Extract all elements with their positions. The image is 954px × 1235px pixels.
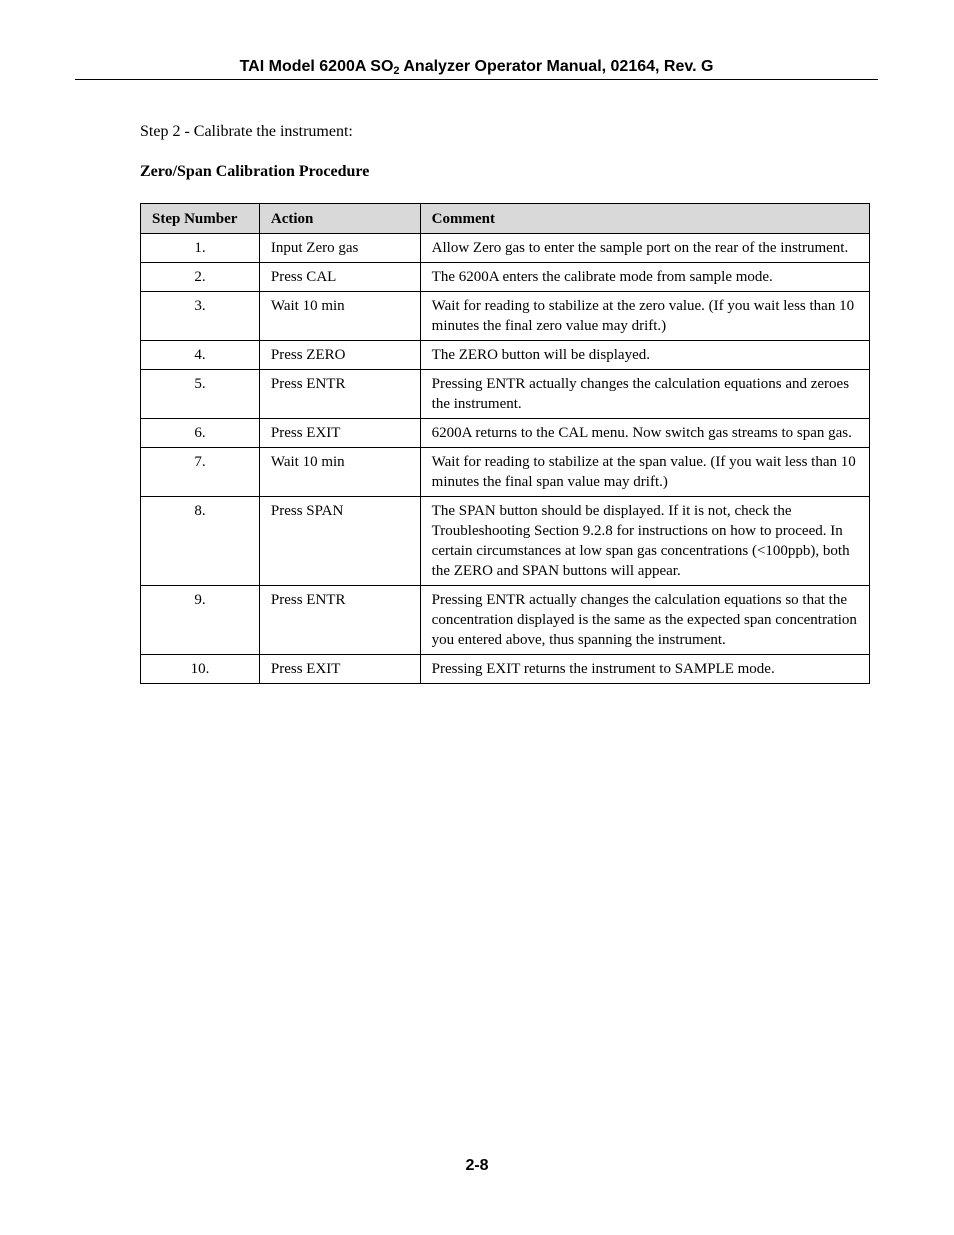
comment-cell: Wait for reading to stabilize at the span value. (If you wait less than 10 minutes the final span value may drift.) (420, 448, 869, 497)
procedure-title: Zero/Span Calibration Procedure (140, 163, 370, 180)
step-number-cell: 3. (141, 292, 260, 341)
comment-cell: 6200A returns to the CAL menu. Now switch gas streams to span gas. (420, 419, 869, 448)
table-row (141, 341, 870, 370)
step-number-cell: 8. (141, 497, 260, 586)
table-row (141, 586, 870, 655)
comment-cell: The SPAN button should be displayed. If it is not, check the Troubleshooting Section 9.2.8 for instructions on how to proceed. In certain circumstances at low span gas concentrations (<100ppb), both the ZERO and SPAN buttons will appear. (420, 497, 869, 586)
table-body (141, 234, 870, 684)
header-comment: Comment (420, 204, 869, 234)
table-row (141, 419, 870, 448)
action-cell: Press ENTR (259, 586, 420, 655)
action-cell: Wait 10 min (259, 448, 420, 497)
step-number-cell: 7. (141, 448, 260, 497)
header-title-part1: TAI Model 6200A SO (239, 58, 394, 75)
page-header (75, 57, 878, 80)
table-header (141, 204, 870, 234)
step-number-cell: 9. (141, 586, 260, 655)
comment-cell: Pressing ENTR actually changes the calculation equations and zeroes the instrument. (420, 370, 869, 419)
action-cell: Press CAL (259, 263, 420, 292)
page-number: 2-8 (465, 1157, 489, 1174)
table-row (141, 292, 870, 341)
table-row (141, 448, 870, 497)
action-cell: Press ENTR (259, 370, 420, 419)
step-number-cell: 1. (141, 234, 260, 263)
comment-cell: The 6200A enters the calibrate mode from sample mode. (420, 263, 869, 292)
table-row (141, 655, 870, 684)
header-step-number: Step Number (141, 204, 260, 234)
header-action: Action (259, 204, 420, 234)
header-title-subscript: 2 (393, 65, 400, 77)
step-number-cell: 10. (141, 655, 260, 684)
action-cell: Input Zero gas (259, 234, 420, 263)
step-number-cell: 4. (141, 341, 260, 370)
calibration-procedure-table (140, 203, 870, 684)
comment-cell: The ZERO button will be displayed. (420, 341, 869, 370)
action-cell: Press EXIT (259, 655, 420, 684)
comment-cell: Wait for reading to stabilize at the zero value. (If you wait less than 10 minutes the final zero value may drift.) (420, 292, 869, 341)
table-row (141, 370, 870, 419)
intro-text: Step 2 - Calibrate the instrument: (140, 123, 353, 140)
header-title-part2: Analyzer Operator Manual, 02164, Rev. G (399, 58, 714, 75)
comment-cell: Pressing ENTR actually changes the calculation equations so that the concentration displayed is the same as the expected span concentration you entered above, thus spanning the instrument. (420, 586, 869, 655)
table-row (141, 234, 870, 263)
action-cell: Press EXIT (259, 419, 420, 448)
action-cell: Press ZERO (259, 341, 420, 370)
table-row (141, 497, 870, 586)
step-number-cell: 6. (141, 419, 260, 448)
table-row (141, 263, 870, 292)
comment-cell: Allow Zero gas to enter the sample port on the rear of the instrument. (420, 234, 869, 263)
action-cell: Wait 10 min (259, 292, 420, 341)
step-number-cell: 5. (141, 370, 260, 419)
header-row (141, 204, 870, 234)
action-cell: Press SPAN (259, 497, 420, 586)
comment-cell: Pressing EXIT returns the instrument to SAMPLE mode. (420, 655, 869, 684)
step-number-cell: 2. (141, 263, 260, 292)
